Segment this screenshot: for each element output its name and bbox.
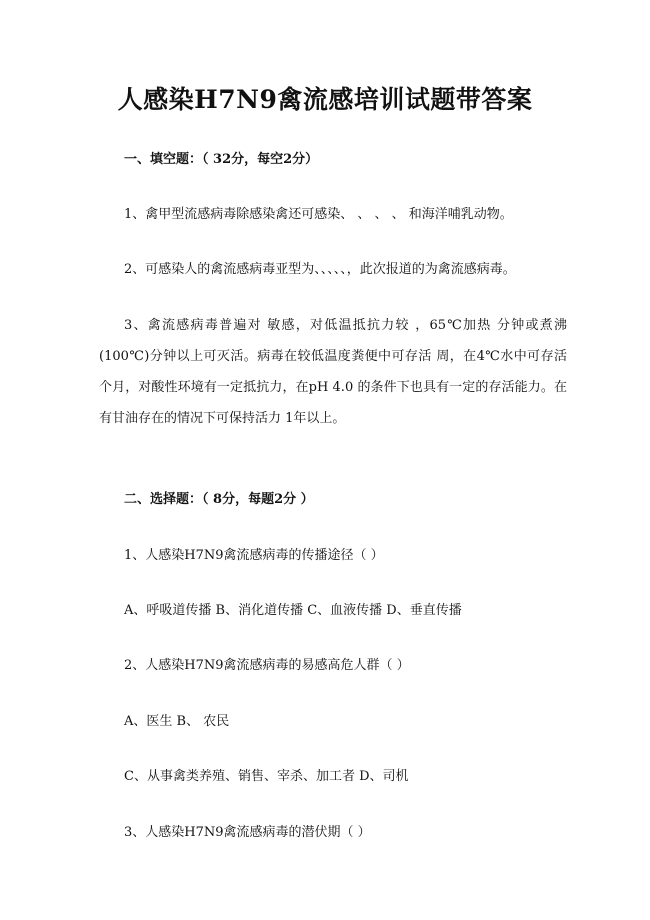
section1-heading: 一、填空题：（ 32分，每空2分）	[124, 152, 319, 167]
document-title: 人感染H7N9禽流感培训试题带答案	[117, 85, 533, 114]
section2-question-1-options: A、呼吸道传播 B、消化道传播 C、血液传播 D、垂直传播	[124, 603, 462, 618]
section2-question-1: 1、人感染H7N9禽流感病毒的传播途径（ ）	[124, 548, 384, 563]
section1-question-2: 2、可感染人的禽流感病毒亚型为、、、、、，此次报道的为禽流感病毒。	[124, 262, 516, 277]
section2-question-3: 3、人感染H7N9禽流感病毒的潜伏期（ ）	[124, 825, 371, 840]
section2-heading: 二、选择题：（ 8分，每题2分 ）	[124, 492, 314, 507]
section1-question-1: 1、禽甲型流感病毒除感染禽还可感染、 、 、 、 和海洋哺乳动物。	[124, 207, 513, 222]
section2-question-2: 2、人感染H7N9禽流感病毒的易感高危人群（ ）	[124, 658, 410, 673]
section2-question-2-options-a: A、医生 B、 农民	[124, 714, 230, 729]
section2-question-2-options-c: C、从事禽类养殖、销售、宰杀、加工者 D、司机	[124, 769, 409, 784]
section1-question-3: 3、禽流感病毒普遍对 敏感，对低温抵抗力较 ，65℃加热 分钟或煮沸(100℃)分钟以上可灭活。病毒在较低温度粪便中可存活 周，在4℃水中可存活 个月，对酸性环境有一定抵抗力，在pH 4.0 的条件下也具有一定的存活能力。在有甘油存在的情况下可保持活力 1年以上。	[99, 318, 567, 426]
